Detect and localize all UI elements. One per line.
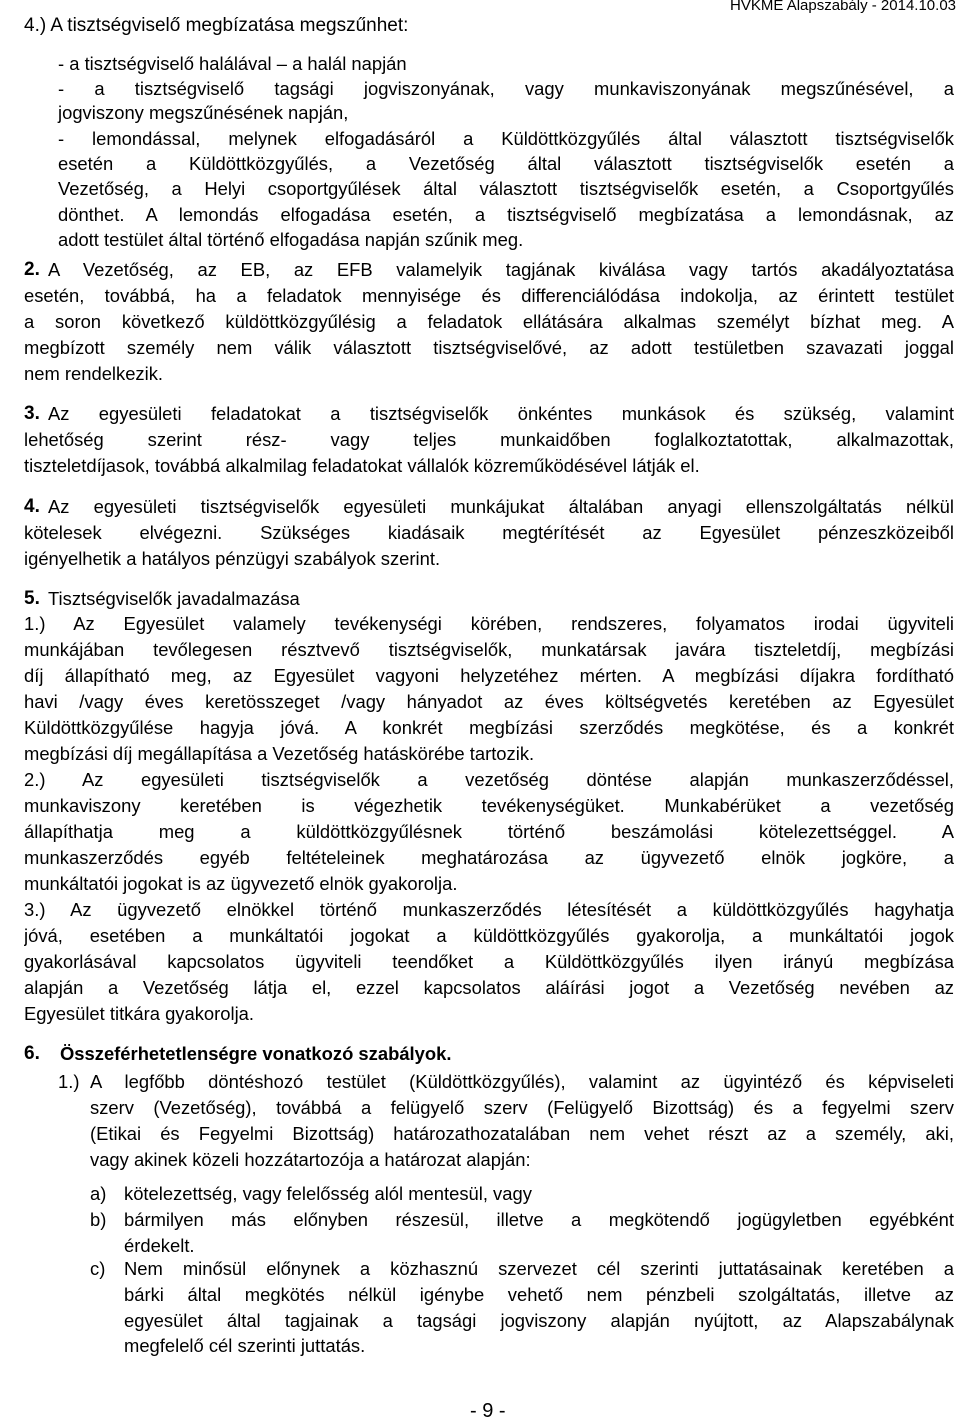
document-header: HVKME Alapszabály - 2014.10.03 — [730, 0, 956, 14]
p2-line: esetén, továbbá, ha a feladatok mennyisége és differenciálódása indokolja, az érintett testület — [24, 285, 954, 306]
list-item-line: érdekelt. — [124, 1235, 195, 1256]
p5-line: alapján a Vezetőség látja el, ezzel kapcsolatos aláírási jogot a Vezetőség nevében az — [24, 977, 954, 998]
list-item-line: Nem minősül előnynek a közhasznú szervezet cél szerinti juttatásainak keretében a — [124, 1258, 954, 1279]
p5-line: 1.) Az Egyesület valamely tevékenységi körében, rendszeres, folyamatos irodai ügyviteli — [24, 613, 954, 634]
paragraph-2-number: 2. — [24, 259, 40, 280]
p2-line: a soron következő küldöttközgyűlésig a feladatok ellátására alkalmas személyt bízhat meg. A — [24, 311, 954, 332]
p5-line: megbízási díj megállapítása a Vezetőség hatáskörébe tartozik. — [24, 743, 535, 764]
p5-line: munkáltatói jogokat is az ügyvezető elnök gyakorolja. — [24, 873, 458, 894]
s4-line: adott testület által történő elfogadása napján szűnik meg. — [58, 229, 524, 250]
p6-line: vagy akinek közeli hozzátartozója a határozat alapján: — [90, 1149, 531, 1170]
p5-line: állapíthatja meg a küldöttközgyűlésnek történő beszámolási kötelezettséggel. A — [24, 821, 954, 842]
p4-line: Az egyesületi tisztségviselők egyesületi munkájukat általában anyagi ellenszolgáltatás nélkül — [48, 496, 954, 517]
paragraph-6-title: Összeférhetetlenségre vonatkozó szabályok. — [60, 1043, 452, 1064]
list-item-line: egyesület által tagjainak a tagsági jogviszony alapján nyújtott, az Alapszabálynak — [124, 1310, 954, 1331]
s4-line: - lemondással, melynek elfogadásáról a Küldöttközgyűlés által választott tisztségviselők — [58, 128, 954, 149]
paragraph-5-number: 5. — [24, 588, 40, 609]
s4-line: - a tisztségviselő halálával – a halál napján — [58, 53, 407, 74]
section-4-heading: 4.) A tisztségviselő megbízatása megszűnhet: — [24, 15, 409, 36]
p5-line: munkaviszony keretében is végezhetik tevékenységüket. Munkabérüket a vezetőség — [24, 795, 954, 816]
list-item-line: bárki által megkötés nélkül igénybe vehető nem pénzbeli szolgáltatás, illetve az — [124, 1284, 954, 1305]
p3-line: Az egyesületi feladatokat a tisztségviselők önkéntes munkások és szükség, valamint — [48, 403, 954, 424]
s4-line: jogviszony megszűnésének napján, — [58, 102, 349, 123]
p5-line: munkájában tevőlegesen résztvevő tisztségviselők, munkatársak javára tiszteletdíj, megbízási — [24, 639, 954, 660]
paragraph-3-number: 3. — [24, 403, 40, 424]
s4-line: esetén a Küldöttközgyűlés, a Vezetőség által választott tisztségviselők esetén a — [58, 153, 954, 174]
p3-line: tiszteletdíjasok, továbbá alkalmilag feladatokat vállalók közreműködésével látják el. — [24, 455, 700, 476]
list-item-line: megfelelő cél szerinti juttatás. — [124, 1335, 366, 1356]
paragraph-6-number: 6. — [24, 1043, 40, 1064]
p2-line: nem rendelkezik. — [24, 363, 164, 384]
p5-line: 2.) Az egyesületi tisztségviselők a vezetőség döntése alapján munkaszerződéssel, — [24, 769, 954, 790]
list-item-line: bármilyen más előnyben részesül, illetve a megkötendő jogügyletben egyébként — [124, 1209, 954, 1230]
p2-line: megbízott személy nem válik választott tisztségviselővé, az adott testületben szavazati joggal — [24, 337, 954, 358]
paragraph-4-number: 4. — [24, 496, 40, 517]
p5-line: Egyesület titkára gyakorolja. — [24, 1003, 254, 1024]
list-item-line: kötelezettség, vagy felelősség alól mentesül, vagy — [124, 1183, 532, 1204]
s4-line: dönthet. A lemondás elfogadása esetén, a tisztségviselő megbízatása a lemondásnak, az — [58, 204, 954, 225]
p6-line: (Etikai és Fegyelmi Bizottság) határozathozatalában nem vehet részt az a személy, aki, — [90, 1123, 954, 1144]
p5-line: havi /vagy éves keretösszeget /vagy hányadot az éves költségvetés keretében az Egyesület — [24, 691, 954, 712]
p6-sub-number: 1.) — [58, 1071, 80, 1092]
p6-line: A legfőbb döntéshozó testület (Küldöttközgyűlés), valamint az ügyintéző és képviseleti — [90, 1071, 954, 1092]
list-item-label: c) — [90, 1258, 106, 1279]
p5-line: munkaszerződés egyéb feltételeinek meghatározása az ügyvezető elnök jogköre, a — [24, 847, 954, 868]
page-number: - 9 - — [470, 1400, 506, 1422]
list-item-label: b) — [90, 1209, 107, 1230]
p2-line: A Vezetőség, az EB, az EFB valamelyik tagjának kiválása vagy tartós akadályoztatása — [48, 259, 954, 280]
paragraph-5-title: Tisztségviselők javadalmazása — [48, 588, 300, 609]
p5-line: díj állapítható meg, az Egyesület vagyoni helyzetéhez mérten. A megbízási díjakra fordítható — [24, 665, 954, 686]
p4-line: kötelesek elvégezni. Szükséges kiadásaik megtérítését az Egyesület pénzeszközeiből — [24, 522, 954, 543]
p3-line: lehetőség szerint rész- vagy teljes munkaidőben foglalkoztatottak, alkalmazottak, — [24, 429, 954, 450]
p5-line: 3.) Az ügyvezető elnökkel történő munkaszerződés létesítését a küldöttközgyűlés hagyhatja — [24, 899, 954, 920]
s4-line: Vezetőség, a Helyi csoportgyűlések által választott tisztségviselők esetén, a Csoportgyűlés — [58, 178, 954, 199]
p5-line: gyakorlásával kapcsolatos ügyviteli teendőket a Küldöttközgyűlés ilyen irányú megbízása — [24, 951, 954, 972]
p5-line: jóvá, esetében a munkáltatói jogokat a küldöttközgyűlés gyakorolja, a munkáltatói jogok — [24, 925, 954, 946]
list-item-label: a) — [90, 1183, 107, 1204]
p6-line: szerv (Vezetőség), továbbá a felügyelő szerv (Felügyelő Bizottság) és a fegyelmi szerv — [90, 1097, 954, 1118]
p5-line: Küldöttközgyűlése hagyja jóvá. A konkrét megbízási szerződés megkötése, és a konkrét — [24, 717, 954, 738]
p4-line: igényelhetik a hatályos pénzügyi szabályok szerint. — [24, 548, 441, 569]
s4-line: - a tisztségviselő tagsági jogviszonyának, vagy munkaviszonyának megszűnésével, a — [58, 78, 954, 99]
